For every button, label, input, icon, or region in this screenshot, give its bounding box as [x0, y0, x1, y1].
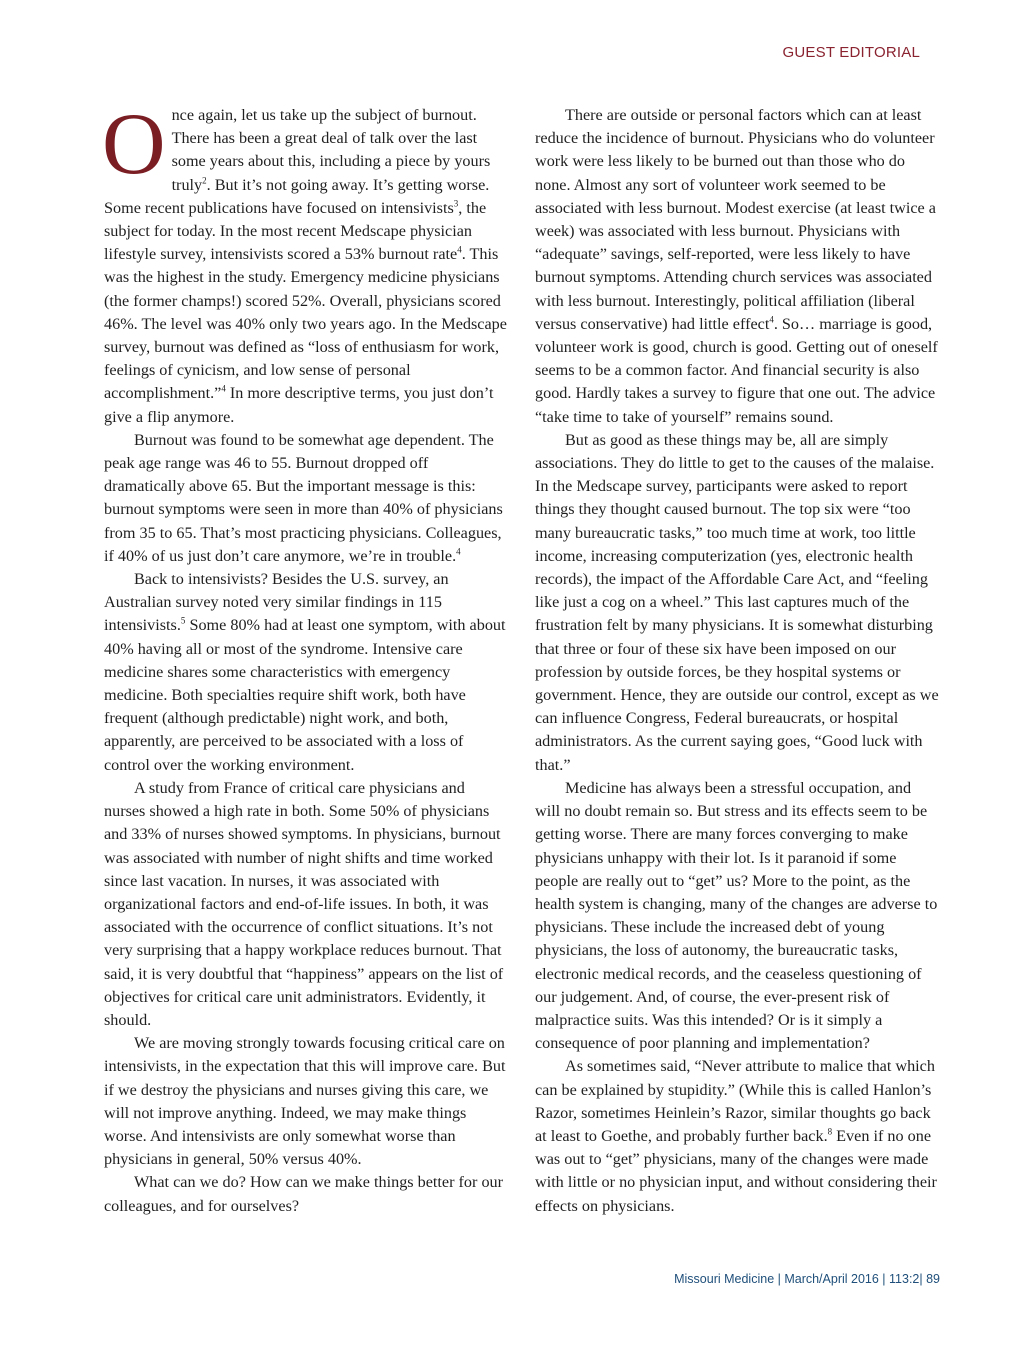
paragraph-5: We are moving strongly towards focusing critical care on intensivists, in the expectation that this will improve care. But if we destroy the physicians and nurses giving this care, we will not improve anything. Indeed, we may make things worse. And intensivists are only somewhat worse than physicians in general, 50% versus 40%.: [104, 1034, 506, 1169]
footer-citation: Missouri Medicine | March/April 2016 | 113:2| 89: [674, 1272, 940, 1286]
paragraph-2: [104, 429, 509, 568]
paragraph-text: In more descriptive terms, you just don’t give a flip anymore.: [104, 384, 494, 426]
paragraph-4: A study from France of critical care physicians and nurses showed a high rate in both. Some 50% of physicians and 33% of nurses showed symptoms. In physicians, burnout was associated with number of night shifts and time worked since last vacation. In nurses, it was associated with organizational factors and end-of-life issues. In both, it was associated with the occurrence of conflict situations. It’s not very surprising that a happy workplace reduces burnout. That said, it is very doubtful that “happiness” appears on the list of objectives for critical care unit administrators. Evidently, it should.: [104, 778, 504, 1029]
paragraph-text: . So… marriage is good, volunteer work is good, church is good. Getting out of oneself seems to be a common factor. And financial security is also good. Hardly takes a survey to figure that one out. The advice “take time to take of yourself” remains sound.: [535, 314, 938, 426]
drop-cap: O: [102, 96, 166, 193]
reference-marker: 3: [453, 198, 459, 209]
paragraph-3: [104, 568, 509, 777]
reference-marker: 4: [457, 244, 462, 255]
left-column: [102, 96, 509, 1218]
paragraph-8: But as good as these things may be, all are simply associations. They do little to get to the causes of the malaise. In the Medscape survey, participants were asked to report things they thought caused burnout. The top six were “too many bureaucratic tasks,” too much time at work, too little income, increasing computerization (yes, electronic health records), the impact of the Affordable Care Act, and “feeling like just a cog on a wheel.” This last captures much of the frustration felt by many physicians. It is somewhat disturbing that three or four of these six have been imposed on our profession by outside forces, be they hospital systems or government. Hence, they are outside our control, except as we can influence Congress, Federal bureaucrats, or hospital administrators. As the current saying goes, “Good luck with that.”: [535, 430, 939, 774]
paragraph-10: [535, 1055, 940, 1217]
reference-marker: 8: [827, 1126, 833, 1137]
reference-marker: 4: [456, 546, 461, 557]
paragraph-text: Even if no one was out to “get” physicians, many of the changes were made with little or no physician input, and without considering their effects on physicians.: [535, 1126, 937, 1215]
section-label: GUEST EDITORIAL: [782, 44, 920, 61]
paragraph-text: . This was the highest in the study. Emergency medicine physicians (the former champs!) scored 52%. Overall, physicians scored 46%. The level was 40% only two years ago. In the Medscape survey, burnout was defined as “loss of enthusiasm for work, feelings of cynicism, and low sense of personal accomplishment.”: [104, 245, 507, 403]
paragraph-text: nce again, let us take up the subject of burnout. There has been a great deal of talk over the last some years about this, including a piece by yours truly: [171, 106, 491, 194]
paragraph-1: [102, 96, 509, 429]
paragraph-text: As sometimes said, “Never attribute to malice that which can be explained by stupidity.” (While this is called Hanlon’s Razor, sometimes Heinlein’s Razor, similar thoughts go back at least to Goethe, and probably further back.: [535, 1057, 935, 1145]
reference-marker: 4: [221, 384, 226, 395]
reference-marker: 2: [202, 175, 207, 186]
reference-marker: 4: [769, 314, 774, 325]
paragraph-7: [535, 104, 940, 429]
paragraph-6: What can we do? How can we make things better for our colleagues, and for ourselves?: [104, 1173, 504, 1215]
reference-marker: 5: [180, 616, 186, 627]
paragraph-9: Medicine has always been a stressful occupation, and will no doubt remain so. But stress and its effects seem to be getting worse. There are many forces converging to make physicians unhappy with their lot. Is it paranoid if some people are really out to “get” us? More to the point, as the health system is changing, many of the changes are adverse to physicians. These include the increased debt of young physicians, the loss of autonomy, the bureaucratic tasks, electronic medical records, and the ceaseless questioning of our judgement. And, of course, the ever-present risk of malpractice suits. Was this intended? Or is it simply a consequence of poor planning and implementation?: [535, 778, 938, 1053]
paragraph-text: There are outside or personal factors which can at least reduce the incidence of burnout. Physicians who do volunteer work were less likely to be burned out than those who do none. Almost any sort of volunteer work seemed to be associated with less burnout. Modest exercise (at least twice a week) was associated with less burnout. Physicians with “adequate” savings, self-reported, were less likely to have burnout symptoms. Attending church services was associated with less burnout. Interestingly, political affiliation (liberal versus conservative) had little effect: [535, 106, 936, 333]
paragraph-text: , the subject for today. In the most recent Medscape physician lifestyle survey, intensivists scored a 53% burnout rate: [104, 198, 487, 264]
paragraph-text: Burnout was found to be somewhat age dependent. The peak age range was 46 to 55. Burnout dropped off dramatically above 65. But the important message is this: burnout symptoms were seen in more than 40% of physicians from 35 to 65. That’s most practicing physicians. Colleagues, if 40% of us just don’t care anymore, we’re in trouble.: [104, 430, 503, 565]
paragraph-text: Some 80% had at least one symptom, with about 40% having all or most of the syndrome. Intensive care medicine shares some characteristics with emergency medicine. Both specialties require shift work, both have frequent (although predictable) night work, and both, apparently, are perceived to be associated with a loss of control over the working environment.: [104, 616, 506, 774]
paragraph-text: . But it’s not going away. It’s getting worse. Some recent publications have focused on intensivists: [104, 175, 490, 217]
right-column: [535, 104, 940, 1218]
paragraph-text: Back to intensivists? Besides the U.S. survey, an Australian survey noted very similar findings in 115 intensivists.: [104, 570, 449, 635]
